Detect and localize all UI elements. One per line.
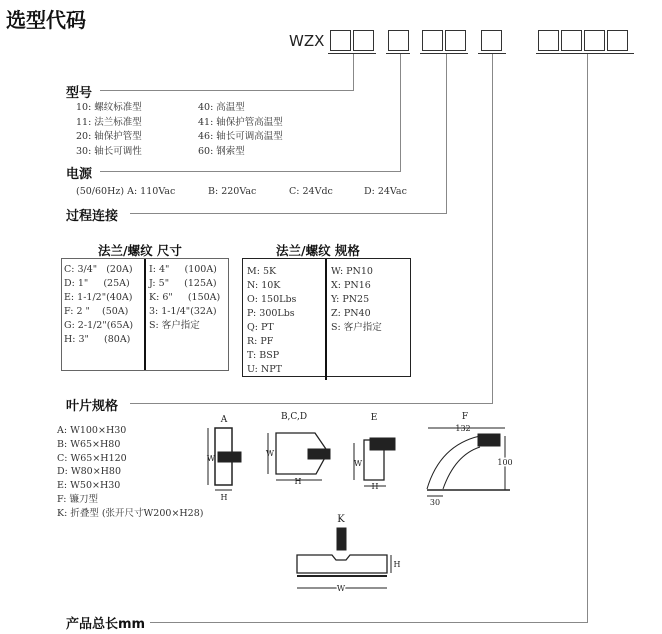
power-option: (50/60Hz) A: 110Vac — [76, 186, 176, 197]
size-option: S: 客户指定 — [149, 320, 200, 331]
blade-option: A: W100×H30 — [57, 425, 127, 436]
dim-w: W — [206, 454, 216, 463]
blade-label: 叶片规格 — [66, 395, 122, 414]
dim-h: H — [371, 482, 379, 491]
label-k: K — [337, 514, 345, 525]
dim-132: 132 — [455, 424, 471, 433]
dim-w: W — [353, 459, 363, 468]
dim-w: W — [336, 584, 346, 593]
label-e: E — [370, 413, 378, 423]
spec-option: W: PN10 — [331, 266, 373, 277]
power-option: B: 220Vac — [208, 186, 257, 197]
spec-option: N: 10K — [247, 280, 281, 291]
model-option: 10: 螺纹标准型 — [76, 102, 142, 113]
size-option: C: 3/4" (20A) — [64, 264, 133, 275]
spec-option: Y: PN25 — [331, 294, 370, 305]
model-option: 60: 钢索型 — [198, 145, 245, 157]
size-option: I: 4" (100A) — [149, 264, 217, 275]
dim-h: H — [294, 477, 302, 486]
length-label: 产品总长mm — [66, 613, 149, 632]
label-a: A — [220, 415, 228, 425]
blade-option: B: W65×H80 — [57, 438, 121, 450]
power-option: C: 24Vdc — [289, 186, 333, 197]
spec-option: Z: PN40 — [331, 308, 371, 319]
spec-option: S: 客户指定 — [331, 322, 382, 333]
spec-option: R: PF — [247, 336, 274, 347]
spec-option: P: 300Lbs — [247, 308, 295, 319]
power-option: D: 24Vac — [364, 186, 407, 197]
blade-option: D: W80×H80 — [57, 466, 122, 478]
dim-h: H — [220, 493, 228, 502]
size-option: H: 3" (80A) — [64, 334, 131, 345]
size-option: G: 2-1/2"(65A) — [64, 320, 134, 331]
dim-100: 100 — [497, 458, 513, 467]
dim-w: W — [265, 449, 275, 458]
size-option: D: 1" (25A) — [64, 278, 130, 289]
size-option: J: 5" (125A) — [149, 278, 217, 289]
blade-option: C: W65×H120 — [57, 452, 127, 464]
size-option: E: 1-1/2"(40A) — [64, 292, 133, 303]
model-option: 40: 高温型 — [198, 102, 245, 113]
spec-option: O: 150Lbs — [247, 294, 297, 305]
model-label: 型号 — [66, 82, 96, 101]
spec-table-header: 法兰/螺纹 规格 — [276, 243, 360, 258]
size-option: F: 2 " (50A) — [64, 306, 129, 317]
dim-30: 30 — [429, 498, 441, 507]
model-option: 41: 轴保护管高温型 — [198, 116, 283, 128]
size-option: K: 6" (150A) — [149, 292, 221, 303]
spec-option: M: 5K — [247, 266, 277, 277]
spec-option: X: PN16 — [331, 280, 371, 291]
size-option: 3: 1-1/4"(32A) — [149, 306, 217, 317]
label-bcd: B,C,D — [280, 412, 308, 422]
size-table-header: 法兰/螺纹 尺寸 — [98, 243, 182, 258]
connection-label: 过程连接 — [66, 205, 122, 224]
page-title: 选型代码 — [6, 8, 86, 32]
blade-option: K: 折叠型 (张开尺寸W200×H28) — [57, 507, 204, 519]
dim-h: H — [393, 560, 401, 569]
label-f: F — [461, 412, 469, 422]
model-option: 11: 法兰标准型 — [76, 116, 142, 128]
spec-option: T: BSP — [247, 350, 280, 361]
blade-bcd-diagram — [265, 433, 330, 480]
code-prefix: WZX — [289, 32, 325, 50]
blade-k-diagram — [297, 528, 391, 588]
model-option: 20: 轴保护管型 — [76, 131, 142, 142]
model-option: 46: 轴长可调高温型 — [198, 131, 283, 142]
blade-option: F: 镰刀型 — [57, 493, 98, 505]
blade-option: E: W50×H30 — [57, 480, 121, 492]
power-label: 电源 — [66, 163, 96, 182]
spec-option: Q: PT — [247, 322, 274, 333]
spec-option: U: NPT — [247, 364, 282, 375]
model-option: 30: 轴长可调性 — [76, 145, 142, 157]
